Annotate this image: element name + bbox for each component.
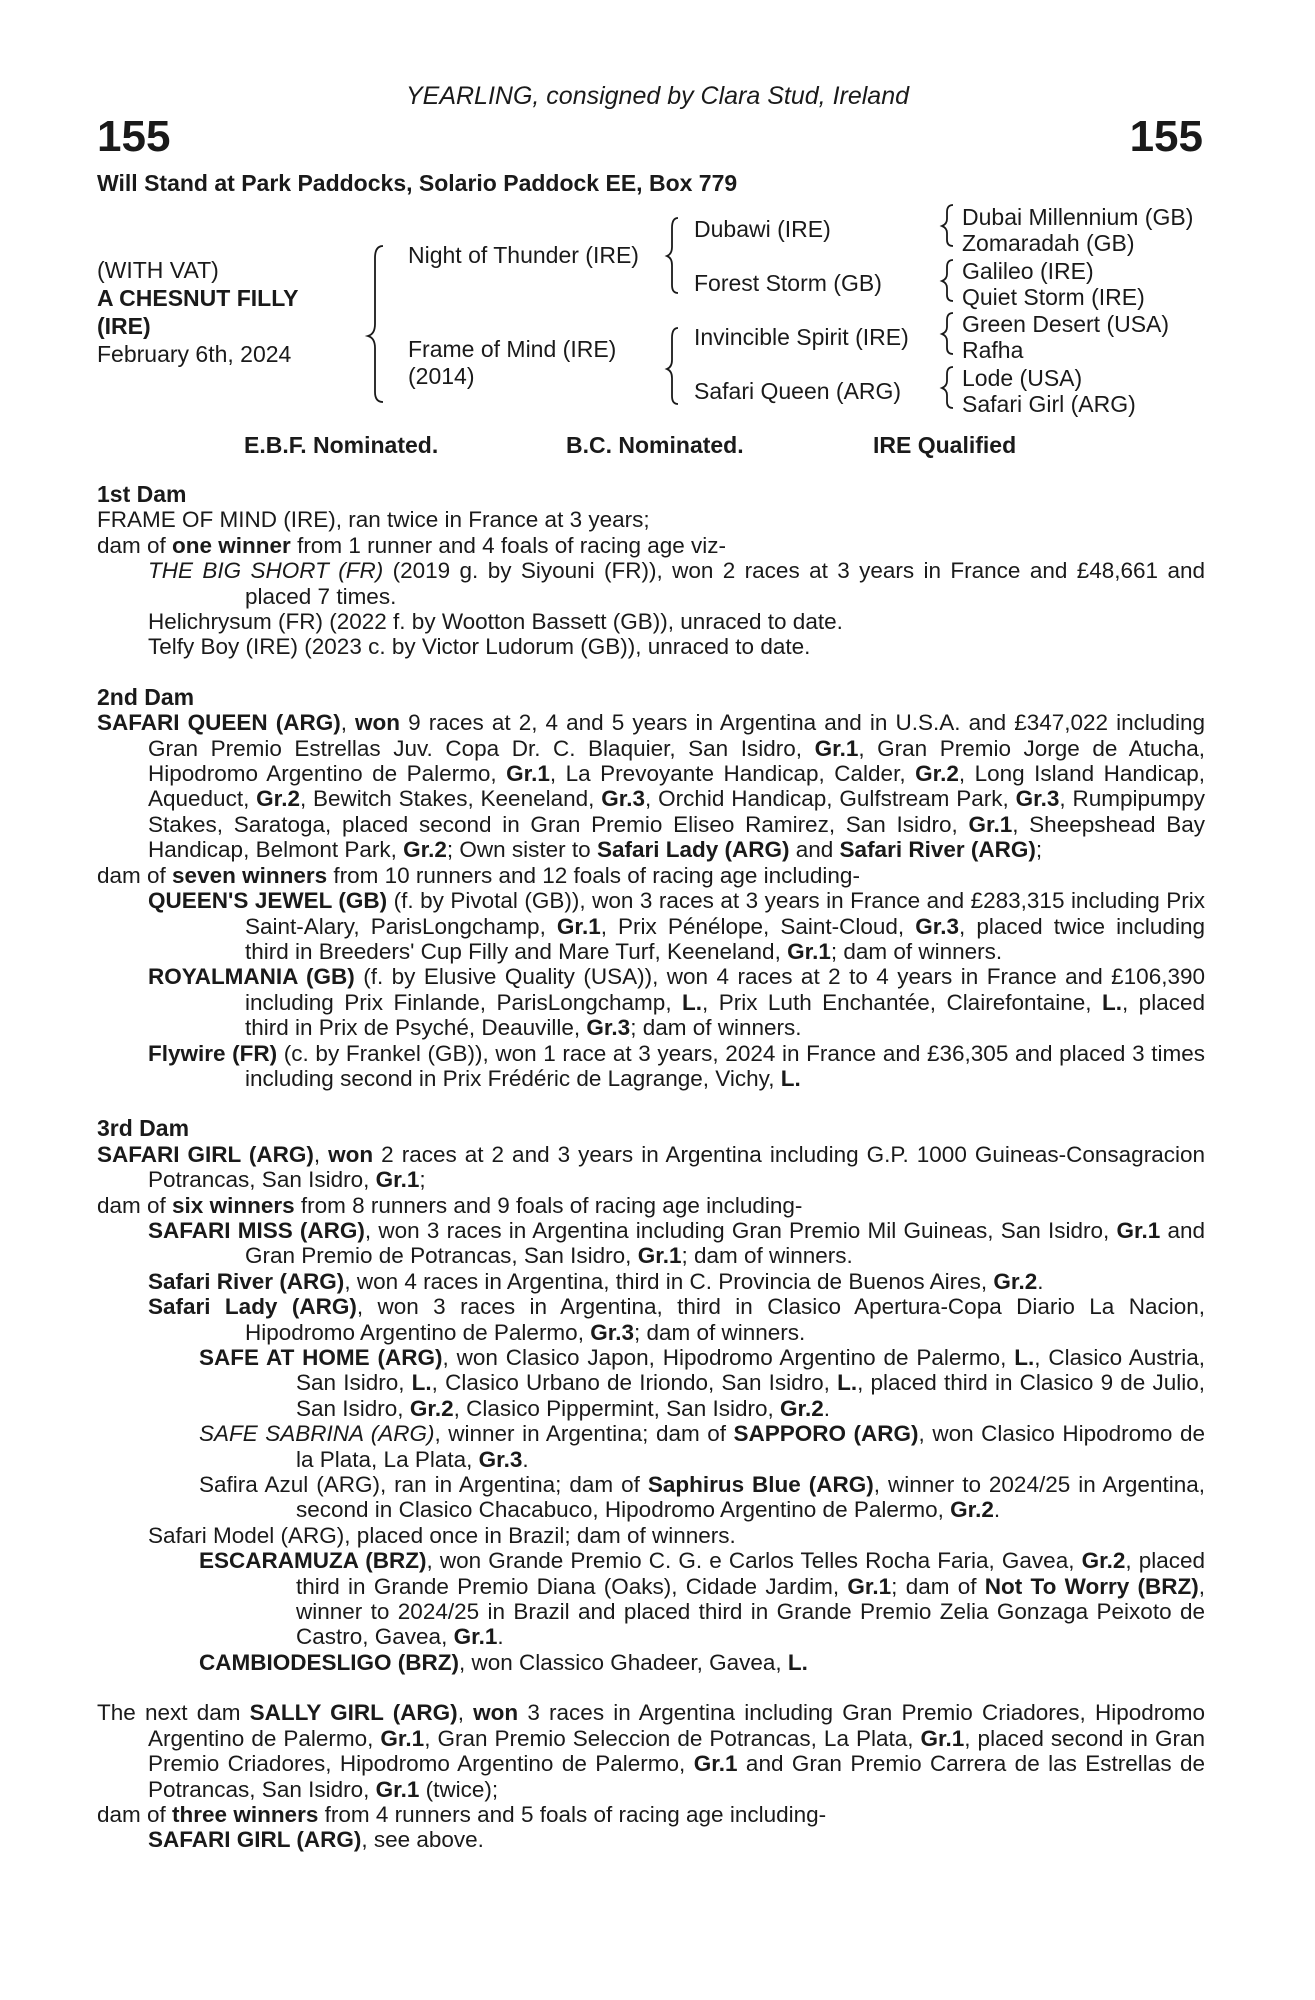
second-dam-produce: dam of seven winners from 10 runners and 12 foals of racing age including-: [97, 862, 860, 888]
safari-miss-record: SAFARI MISS (ARG), won 3 races in Argentina including Gran Premio Mil Guineas, San Isidro, Gr.1 and Gran Premio de Potrancas, San Isidro, Gr.1; dam of winners.: [148, 1217, 1205, 1269]
first-dam-foal-1: THE BIG SHORT (FR) (2019 g. by Siyouni (FR)), won 2 races at 3 years in France and £48,661 and placed 7 times.: [148, 558, 1205, 609]
pedigree-sire: Night of Thunder (IRE): [408, 242, 639, 268]
safira-azul-record: Safira Azul (ARG), ran in Argentina; dam of Saphirus Blue (ARG), winner to 2024/25 in Argentina, second in Clasico Chacabuco, Hipodromo Argentino de Palermo, Gr.2.: [199, 1472, 1205, 1523]
horse-name: A CHESNUT FILLY: [97, 285, 299, 311]
safari-lady-record: Safari Lady (ARG), won 3 races in Argentina, third in Clasico Apertura-Copa Diario La Nacion, Hipodromo Argentino de Palermo, Gr.3; dam of winners.: [148, 1294, 1205, 1345]
lot-number-right: 155: [1129, 112, 1203, 161]
catalogue-body: [97, 482, 1205, 1853]
pedigree-sds: Galileo (IRE): [962, 258, 1094, 284]
pedigree-sss: Dubai Millennium (GB): [962, 204, 1194, 230]
first-dam-heading: 1st Dam: [97, 481, 187, 507]
brace-ss: [942, 205, 953, 246]
brace-sire: [667, 218, 678, 293]
sale-subtitle: YEARLING, consigned by Clara Stud, Ireland: [405, 82, 910, 110]
first-dam-foal-3: Telfy Boy (IRE) (2023 c. by Victor Ludorum (GB)), unraced to date.: [148, 634, 811, 660]
brace-ds: [942, 313, 953, 354]
next-dam-record: The next dam SALLY GIRL (ARG), won 3 races in Argentina including Gran Premio Criadores, Hipodromo Argentino de Palermo, Gr.1, Gran Premio Seleccion de Potrancas, La Plata, Gr.1, placed second in Gran Premio Criadores, Hipodromo Argentino de Palermo, Gr.1 and Gran Premio Carrera de las Estrellas de Potrancas, San Isidro, Gr.1 (twice);: [97, 1700, 1206, 1802]
foaling-date: February 6th, 2024: [97, 341, 292, 367]
next-dam-produce: dam of three winners from 4 runners and 5 foals of racing age including-: [97, 1801, 827, 1827]
safe-at-home-record: SAFE AT HOME (ARG), won Clasico Japon, Hipodromo Argentino de Palermo, L., Clasico Austria, San Isidro, L., Clasico Urbano de Iriondo, San Isidro, L., placed third in Clasico 9 de Julio, San Isidro, Gr.2, Clasico Pippermint, San Isidro, Gr.2.: [199, 1345, 1205, 1421]
third-dam-heading: 3rd Dam: [97, 1115, 190, 1142]
third-dam-produce: dam of six winners from 8 runners and 9 foals of racing age including-: [97, 1192, 803, 1218]
ebf-nomination: E.B.F. Nominated.: [244, 432, 439, 458]
ire-qualified: IRE Qualified: [873, 432, 1017, 458]
stabling-info: Will Stand at Park Paddocks, Solario Paddock EE, Box 779: [97, 170, 738, 196]
first-dam-foal-2: Helichrysum (FR) (2022 f. by Wootton Bassett (GB)), unraced to date.: [148, 609, 843, 635]
pedigree-sire-dam: Forest Storm (GB): [694, 270, 882, 296]
pedigree-dam-sire: Invincible Spirit (IRE): [694, 324, 909, 350]
cambiodesligo-record: CAMBIODESLIGO (BRZ), won Classico Ghadeer, Gavea, L.: [199, 1649, 808, 1675]
safe-sabrina-record: SAFE SABRINA (ARG), winner in Argentina; dam of SAPPORO (ARG), won Clasico Hipodromo de la Plata, La Plata, Gr.3.: [199, 1421, 1205, 1472]
flywire-record: Flywire (FR) (c. by Frankel (GB)), won 1 race at 3 years, 2024 in France and £36,305 and placed 3 times including second in Prix Frédéric de Lagrange, Vichy, L.: [148, 1040, 1205, 1091]
vat-note: (WITH VAT): [97, 257, 219, 283]
lot-number-left: 155: [97, 112, 171, 161]
brace-main: [368, 246, 383, 402]
royalmania-record: ROYALMANIA (GB) (f. by Elusive Quality (USA)), won 4 races at 2 to 4 years in France and £106,390 including Prix Finlande, ParisLongchamp, L., Prix Luth Enchantée, Clairefontaine, L., placed third in Prix de Psyché, Deauville, Gr.3; dam of winners.: [148, 964, 1206, 1041]
pedigree-dss: Green Desert (USA): [962, 311, 1170, 337]
first-dam-produce: dam of one winner from 1 runner and 4 foals of racing age viz-: [97, 532, 727, 558]
bc-nomination: B.C. Nominated.: [566, 432, 744, 458]
brace-dam: [667, 328, 678, 404]
first-dam-line: FRAME OF MIND (IRE), ran twice in France at 3 years;: [97, 507, 650, 533]
pedigree-ddd: Safari Girl (ARG): [962, 391, 1136, 417]
pedigree-dam: [408, 336, 616, 390]
pedigree-sdd: Quiet Storm (IRE): [962, 284, 1145, 310]
pedigree-dds: Lode (USA): [962, 365, 1083, 391]
escaramuza-record: ESCARAMUZA (BRZ), won Grande Premio C. G. e Carlos Telles Rocha Faria, Gavea, Gr.2, placed third in Grande Premio Diana (Oaks), Cidade Jardim, Gr.1; dam of Not To Worry (BRZ), winner to 2024/25 in Brazil and placed third in Grande Premio Zelia Gonzaga Peixoto de Castro, Gavea, Gr.1.: [199, 1548, 1205, 1650]
brace-sd: [942, 260, 953, 301]
queens-jewel-record: QUEEN'S JEWEL (GB) (f. by Pivotal (GB)), won 3 races at 3 years in France and £283,315 including Prix Saint-Alary, ParisLongchamp, Gr.1, Prix Pénélope, Saint-Cloud, Gr.3, placed twice including third in Breeders' Cup Filly and Mare Turf, Keeneland, Gr.1; dam of winners.: [148, 888, 1205, 964]
third-dam-record: SAFARI GIRL (ARG), won 2 races at 2 and 3 years in Argentina including G.P. 1000 Guineas-Consagracion Potrancas, San Isidro, Gr.1;: [97, 1141, 1205, 1193]
pedigree-dam-dam: Safari Queen (ARG): [694, 378, 902, 404]
safari-river-record: Safari River (ARG), won 4 races in Argentina, third in C. Provincia de Buenos Aires, Gr.2.: [148, 1268, 1044, 1294]
horse-origin: (IRE): [97, 313, 151, 339]
pedigree-dsd: Rafha: [962, 337, 1024, 363]
second-dam-record: SAFARI QUEEN (ARG), won 9 races at 2, 4 and 5 years in Argentina and in U.S.A. and £347,022 including Gran Premio Estrellas Juv. Copa Dr. C. Blaquier, San Isidro, Gr.1, Gran Premio Jorge de Atucha, Hipodromo Argentino de Palermo, Gr.1, La Prevoyante Handicap, Calder, Gr.2, Long Island Handicap, Aqueduct, Gr.2, Bewitch Stakes, Keeneland, Gr.3, Orchid Handicap, Gulfstream Park, Gr.3, Rumpipumpy Stakes, Saratoga, placed second in Gran Premio Eliseo Ramirez, San Isidro, Gr.1, Sheepshead Bay Handicap, Belmont Park, Gr.2; Own sister to Safari Lady (ARG) and Safari River (ARG);: [97, 710, 1206, 863]
safari-model-record: Safari Model (ARG), placed once in Brazil; dam of winners.: [148, 1522, 736, 1548]
pedigree-sire-sire: Dubawi (IRE): [694, 216, 831, 242]
second-dam-heading: 2nd Dam: [97, 683, 195, 710]
pedigree-dam-year: (2014): [408, 363, 475, 389]
brace-dd: [942, 367, 953, 408]
safari-girl-ref: SAFARI GIRL (ARG), see above.: [148, 1827, 484, 1853]
pedigree-ssd: Zomaradah (GB): [962, 230, 1135, 256]
pedigree-dam-name: Frame of Mind (IRE): [408, 336, 617, 362]
